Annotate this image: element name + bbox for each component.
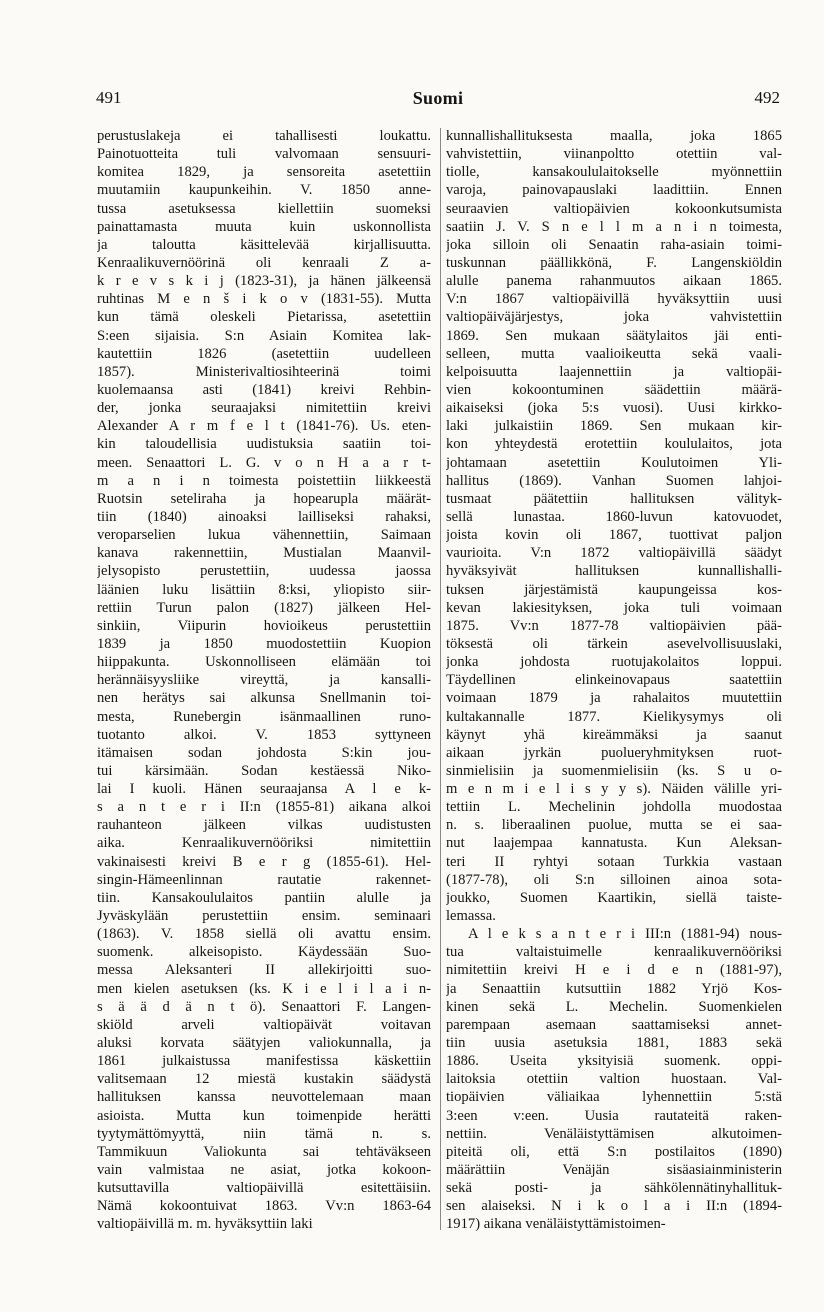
text-line: vaurioita. V:n 1872 valtiopäivillä säädyt [446, 545, 782, 562]
text-line: 1917) aikana venäläistyttämistoimen- [446, 1216, 666, 1233]
text-line: määrättiin Venäjän sisäasiainministerin [446, 1162, 782, 1179]
text-line: tiolle, kansakoululaitokselle myönnettiin [446, 164, 782, 181]
text-line: joista kovin oli 1867, tuottivat paljon [446, 527, 782, 544]
text-line: tuksen järjestämistä kaupungeissa kos- [446, 581, 782, 598]
text-line: kevan lakiesityksen, joka tuli voimaan [446, 599, 782, 616]
text-line: nettiin. Venäläistyttämisen alkutoimen- [446, 1125, 782, 1142]
text-line: valitsemaan 12 miestä kustakin säädystä [97, 1071, 431, 1088]
text-line: tiin (1840) ainoaksi lailliseksi rahaksi, [97, 508, 431, 525]
text-line: joka silloin oli Senaatin raha-asiain toimi- [446, 236, 782, 253]
text-line: johtamaan asetettiin Koulutoimen Yli- [446, 454, 782, 471]
text-line: vain valmistaa ne asiat, jotka kokoon- [97, 1162, 431, 1179]
text-line: tuotanto alkoi. V. 1853 syttyneen [97, 726, 431, 743]
text-line: kanava rakennettiin, Mustialan Maanvil- [97, 545, 431, 562]
text-line: kuolemaansa asti (1841) kreivi Rehbin- [97, 381, 431, 398]
text-line: Täydellinen elinkeinovapaus saatettiin [446, 672, 782, 689]
text-line: kun tämä oleskeli Pietarissa, asetettiin [97, 309, 431, 326]
text-line: nen herätys sai alkunsa Snellmanin toi- [97, 690, 431, 707]
page-header [96, 88, 780, 118]
text-line: Nämä kokoontuivat 1863. Vv:n 1863-64 [97, 1198, 431, 1215]
text-line: töksestä oli tärkein asevelvollisuuslaki, [446, 635, 782, 652]
text-line: lemassa. [446, 908, 496, 925]
text-line: Tammikuun Valiokunta sai tehtäväkseen [97, 1143, 431, 1160]
text-line: sekä posti- ja sähkölennätinyhallituk- [446, 1180, 782, 1197]
text-line: nut laajempaa kannatusta. Kun Aleksan- [446, 835, 782, 852]
text-line: rauhanteon jälkeen vilkas uudistusten [97, 817, 431, 834]
text-line: rettiin Turun palon (1827) jälkeen Hel- [97, 599, 431, 616]
text-line: piteitä oli, että S:n postilaitos (1890) [446, 1143, 782, 1160]
text-line: valtiopäivillä m. m. hyväksyttiin laki [97, 1216, 313, 1233]
text-line: ruhtinas M e n š i k o v (1831-55). Mutta [97, 291, 431, 308]
text-line: V:n 1867 valtiopäivillä hyväksyttiin uusi [446, 291, 782, 308]
text-line: saatiin J. V. S n e l l m a n i n toimesta, [446, 218, 782, 235]
text-line: parempaan asemaan saattamiseksi annet- [446, 1016, 782, 1033]
text-line: (1863). V. 1858 siellä oli avattu ensim. [97, 926, 431, 943]
text-line: joukko, Suomen Kaartikin, siellä taiste- [446, 889, 782, 906]
text-line: kautettiin 1826 (asetettiin uudelleen [97, 345, 431, 362]
text-line: 1861 julkaistussa manifestissa käskettiin [97, 1053, 431, 1070]
text-line: sinkiin, Viipurin hovioikeus perustettiin [97, 617, 431, 634]
text-line: s ä ä d ä n t ö). Senaattori F. Langen- [97, 998, 431, 1015]
text-line: 3:een v:een. Uusia rautateitä raken- [446, 1107, 782, 1124]
text-line: veroparselien lukua vähennettiin, Saimaan [97, 527, 431, 544]
text-line: aikaiseksi (joka 5:s vuosi). Uusi kirkko- [446, 400, 782, 417]
text-line: vahvistettiin, viinanpoltto otettiin val- [446, 146, 782, 163]
text-line: aikaan jyrkän puolueryhmityksen ruot- [446, 744, 782, 761]
text-line: suomenk. alkeisopisto. Käydessään Suo- [97, 944, 431, 961]
text-line: skiöld arveli valtiopäivät voitavan [97, 1016, 431, 1033]
text-line: voimaan 1879 ja rahalaitos muutettiin [446, 690, 782, 707]
text-line: itämaisen sodan johdosta S:kin jou- [97, 744, 431, 761]
text-line: m e n m i e l i s y y s). Näiden välille yri- [446, 781, 782, 798]
text-line: kelpoisuutta laajennettiin ja valtiopäi- [446, 363, 782, 380]
page-title: Suomi [412, 88, 464, 108]
text-line: jonka johdosta ruotujakolaitos loppui. [446, 654, 782, 671]
text-line: 1839 ja 1850 muodostettiin Kuopion [97, 635, 431, 652]
text-line: Alexander A r m f e l t (1841-76). Us. eten- [97, 418, 431, 435]
text-line: tyytymättömyyttä, niin tämä n. s. [97, 1125, 431, 1142]
text-line: s a n t e r i II:n (1855-81) aikana alkoi [97, 799, 431, 816]
text-line: herännäisyysliike vireyttä, ja kansalli- [97, 672, 431, 689]
text-line: tussa asetuksessa kiellettiin suomeksi [97, 200, 431, 217]
text-line: 1857). Ministerivaltiosihteerinä toimi [97, 363, 431, 380]
page-number-right: 492 [754, 88, 780, 107]
text-line: kin taloudellisia uudistuksia saatiin toi- [97, 436, 431, 453]
text-line: tusmaat päätettiin hallituksen välityk- [446, 490, 782, 507]
text-line: 1869. Sen mukaan säätylaitos jäi enti- [446, 327, 782, 344]
text-line: kultakannalle 1877. Kielikysymys oli [446, 708, 782, 725]
text-line: Painotuotteita tuli valvomaan sensuuri- [97, 146, 431, 163]
text-line: m a n i n toimesta poistettiin liikkeestä [97, 472, 431, 489]
right-column [446, 127, 782, 1234]
text-line: n. s. liberaalinen puolue, mutta se ei saa- [446, 817, 782, 834]
text-line: kutsuttavilla valtiopäivillä esitettäisiin. [97, 1180, 431, 1197]
text-line: 1886. Useita yksityisiä suomenk. oppi- [446, 1053, 782, 1070]
text-line: kon yhteydestä erotettiin koululaitos, jota [446, 436, 782, 453]
text-line: vien kokoontuminen säädettiin määrä- [446, 381, 782, 398]
text-line: tettiin L. Mechelinin johdolla muodostaa [446, 799, 782, 816]
text-line: aika. Kenraalikuvernööriksi nimitettiin [97, 835, 431, 852]
text-line: ja Senaattiin kutsuttiin 1882 Yrjö Kos- [446, 980, 782, 997]
page-number-left: 491 [96, 88, 122, 107]
text-line: varoja, painovapauslaki laadittiin. Ennen [446, 182, 782, 199]
text-line: messa Aleksanteri II allekirjoitti suo- [97, 962, 431, 979]
text-line: sellä lunastaa. 1860-luvun katovuodet, [446, 508, 782, 525]
text-line: perustuslakeja ei tahallisesti loukattu. [97, 128, 431, 144]
text-line: aluksi korvata säätyjen valiokunnalla, ja [97, 1035, 431, 1052]
text-line: selleen, mutta vaalioikeutta sekä vaali- [446, 345, 782, 362]
text-line: meen. Senaattori L. G. v o n H a a r t- [97, 454, 431, 471]
left-column [97, 127, 431, 1234]
text-line: 1875. Vv:n 1877-78 valtiopäivien pää- [446, 617, 782, 634]
text-line: tuskunnan päällikkönä, F. Langenskiöldin [446, 254, 782, 271]
text-line: laitoksia otettiin valtion huostaan. Val- [446, 1071, 782, 1088]
text-line: Kenraalikuvernöörinä oli kenraali Z a- [97, 254, 431, 271]
text-line: muutamiin kaupunkeihin. V. 1850 anne- [97, 182, 431, 199]
text-line: teri II ryhtyi sotaan Turkkia vastaan [446, 853, 782, 870]
text-line: der, jonka seuraajaksi nimitettiin kreivi [97, 400, 431, 417]
text-line: hyväksyivät hallituksen kunnallishalli- [446, 563, 782, 580]
text-line: jelysopisto perustettiin, uudessa jaossa [97, 563, 431, 580]
text-line: (1877-78), oli S:n silloinen ainoa sota- [446, 871, 782, 888]
text-line: hallituksen kanssa neuvottelemaan maan [97, 1089, 431, 1106]
text-line: käynyt yhä kireämmäksi ja saanut [446, 726, 782, 743]
text-line: tiin. Kansakoululaitos pantiin alulle ja [97, 889, 431, 906]
text-line: painattamasta muuta kuin uskonnollista [97, 218, 431, 235]
text-line: tua valtaistuimelle kenraalikuvernööriksi [446, 944, 782, 961]
text-line: läänien luku lisättiin 8:ksi, yliopisto siir- [97, 581, 431, 598]
text-line: mesta, Runebergin isänmaallinen runo- [97, 708, 431, 725]
text-line: komitea 1829, ja sensoreita asetettiin [97, 164, 431, 181]
text-line: tiin uusia asetuksia 1881, 1883 sekä [446, 1035, 782, 1052]
text-line: men kielen asetuksen (ks. K i e l i l a i n- [97, 980, 431, 997]
column-divider [440, 128, 441, 1230]
text-line: asioista. Mutta kun toimenpide herätti [97, 1107, 431, 1124]
text-line: alulle panema rahanmuutos aikaan 1865. [446, 273, 782, 290]
text-line: hallitus (1869). Vanhan Suomen lahjoi- [446, 472, 782, 489]
text-line: laki julkaistiin 1869. Sen mukaan kir- [446, 418, 782, 435]
text-line: seuraavien valtiopäivien kokoonkutsumista [446, 200, 782, 217]
text-line: A l e k s a n t e r i III:n (1881-94) nous- [468, 926, 782, 943]
text-line: valtiopäiväjärjestys, joka vahvistettiin [446, 309, 782, 326]
text-line: sinmielisiin ja suomenmielisiin (ks. S u o- [446, 762, 782, 779]
text-line: ja taloutta käsittelevää kirjallisuutta. [97, 236, 431, 253]
text-line: lai I kuoli. Hänen seuraajansa A l e k- [97, 781, 431, 798]
text-line: hiippakunta. Uskonnolliseen elämään toi [97, 654, 431, 671]
text-line: S:een sijaisia. S:n Asiain Komitea lak- [97, 327, 431, 344]
text-line: tiopäivien väliaikaa lyhennettiin 5:stä [446, 1089, 782, 1106]
text-line: kunnallishallituksesta maalla, joka 1865 [446, 128, 782, 144]
text-line: nimitettiin kreivi H e i d e n (1881-97), [446, 962, 782, 979]
text-line: singin-Hämeenlinnan rautatie rakennet- [97, 871, 431, 888]
text-line: Ruotsin seteliraha ja hopearupla määrät- [97, 490, 431, 507]
text-line: tui kärsimään. Sodan kestäessä Niko- [97, 762, 431, 779]
text-line: sen alaiseksi. N i k o l a i II:n (1894- [446, 1198, 782, 1215]
text-line: Jyväskylään perustettiin ensim. seminaari [97, 908, 431, 925]
text-line: k r e v s k i j (1823-31), ja hänen jälkeensä [97, 273, 431, 290]
text-line: kinen sekä L. Mechelin. Suomenkielen [446, 998, 782, 1015]
text-line: vakinaisesti kreivi B e r g (1855-61). Hel- [97, 853, 431, 870]
